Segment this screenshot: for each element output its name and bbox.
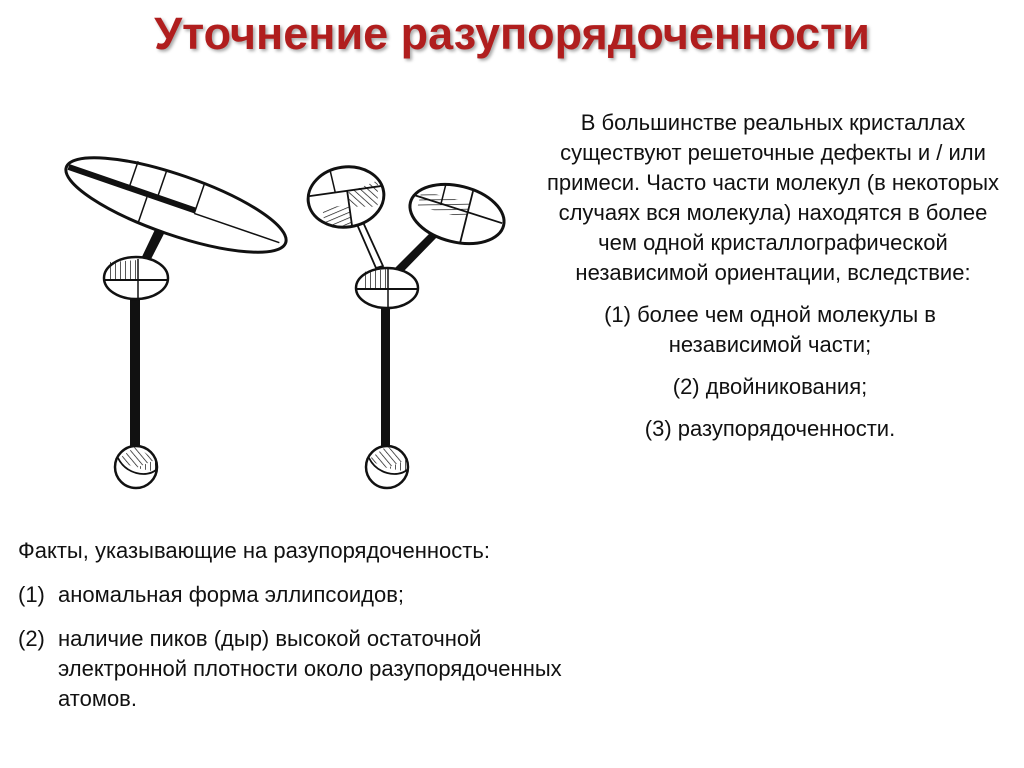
split-ellipsoid-b	[404, 175, 511, 253]
bond-split-a	[356, 220, 383, 268]
explanation-block	[535, 108, 1005, 456]
bottom-atom-right	[366, 446, 408, 488]
facts-block	[18, 536, 598, 728]
facts-heading: Факты, указывающие на разупорядоченность:	[18, 538, 490, 563]
elongated-ellipsoid	[57, 139, 296, 271]
slide-title: Уточнение разупорядоченности	[154, 8, 870, 59]
cause-item-3: (3) разупорядоченности.	[644, 416, 896, 441]
mid-ellipsoid-right	[356, 268, 418, 308]
bond-vertical-left	[130, 298, 140, 448]
cause-item-1: (1) более чем одной молекулы в независимой части;	[604, 302, 936, 357]
fact-text: наличие пиков (дыр) высокой остаточной электронной плотности около разупорядоченных атомов.	[58, 626, 562, 711]
bond-vertical-right	[381, 302, 390, 448]
left-figure	[57, 139, 296, 488]
fact-item-1	[18, 580, 598, 610]
split-ellipsoid-a	[304, 162, 388, 232]
right-figure	[304, 162, 510, 488]
bond-split-b	[395, 232, 438, 272]
fact-item-2	[18, 624, 598, 714]
explanation-lead: В большинстве реальных кристаллах существуют решеточные дефекты и / или примеси. Часто части молекул (в некоторых случаях вся молекула) находятся в более чем одной кристаллографической независимой ориентации, вследствие:	[546, 110, 1000, 285]
fact-number: (2)	[18, 626, 45, 651]
bottom-atom-left	[115, 446, 157, 488]
cause-item-2: (2) двойникования;	[672, 374, 868, 399]
fact-number: (1)	[18, 582, 45, 607]
fact-text: аномальная форма эллипсоидов;	[58, 582, 404, 607]
mid-ellipsoid-left	[104, 257, 168, 299]
